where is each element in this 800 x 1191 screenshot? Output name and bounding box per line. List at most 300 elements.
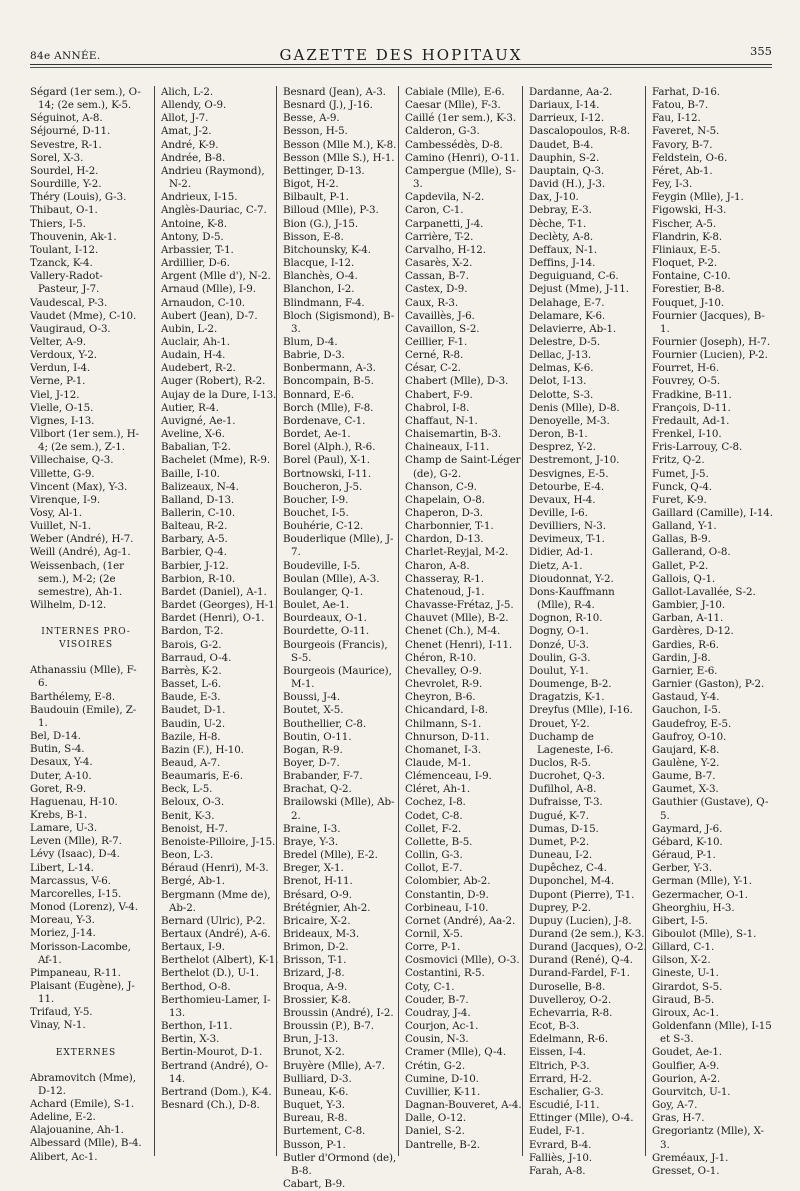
index-entry: Cousin, N-3. bbox=[405, 1033, 469, 1046]
index-entry: Baudouin (Emile), Z-1. bbox=[30, 703, 137, 729]
index-entry: Bouthellier, C-8. bbox=[283, 717, 367, 730]
index-entry: Bortnowski, I-11. bbox=[283, 467, 372, 480]
index-entry: Bulliard, D-3. bbox=[283, 1072, 352, 1085]
index-entry: Garnier (Gaston), P-2. bbox=[652, 678, 765, 691]
index-entry: Corbineau, I-10. bbox=[405, 901, 489, 914]
index-entry: Cuvillier, K-11. bbox=[405, 1085, 481, 1098]
index-entry: Bruyère (Mlle), A-7. bbox=[283, 1059, 385, 1072]
index-entry: Billoud (Mlle), P-3. bbox=[283, 204, 379, 217]
index-entry: Gaudefroy, E-5. bbox=[652, 717, 732, 730]
index-entry: Besnard (Jean), A-3. bbox=[283, 86, 386, 98]
index-entry: Borel (Paul), X-1. bbox=[283, 454, 370, 467]
index-entry: Fischer, A-5. bbox=[652, 217, 716, 230]
index-entry: Bertaux, I-9. bbox=[161, 941, 225, 954]
index-entry: Libert, L-14. bbox=[30, 861, 94, 874]
index-entry: Detourbe, E-4. bbox=[529, 480, 605, 493]
index-entry: Dugué, K-7. bbox=[529, 809, 589, 822]
index-entry: Bisson, E-8. bbox=[283, 230, 344, 243]
index-entry: Gallas, B-9. bbox=[652, 533, 711, 546]
index-entry: Carvalho, H-12. bbox=[405, 243, 486, 256]
entry-list-externes bbox=[30, 1072, 142, 1164]
index-entry: André, K-9. bbox=[161, 138, 219, 151]
index-entry: Vaudescal, P-3. bbox=[30, 296, 108, 309]
index-entry: Alich, L-2. bbox=[161, 86, 214, 98]
index-entry: Arbassier, T-1. bbox=[161, 243, 234, 256]
index-entry: Cornil, X-5. bbox=[405, 928, 463, 940]
index-entry: Besson (Mlle S.), H-1. bbox=[283, 151, 395, 164]
index-entry: Delavierre, Ab-1. bbox=[529, 322, 617, 335]
index-entry: Butin, S-4. bbox=[30, 743, 85, 756]
index-entry: Ballerin, C-10. bbox=[161, 507, 236, 519]
index-entry: Cheyron, B-6. bbox=[405, 691, 476, 704]
index-entry: Delotte, S-3. bbox=[529, 388, 594, 401]
index-entry: Alajouanine, Ah-1. bbox=[30, 1124, 124, 1137]
index-entry: Berthon, I-11. bbox=[161, 1020, 233, 1033]
index-entry: Bion (G.), J-15. bbox=[283, 217, 359, 230]
index-entry: Doulut, Y-1. bbox=[529, 664, 589, 677]
index-entry: Vaugiraud, O-3. bbox=[30, 322, 111, 335]
index-entry: Viel, J-12. bbox=[30, 388, 80, 401]
index-entry: Durand (René), Q-4. bbox=[529, 954, 633, 967]
index-entry: Barois, G-2. bbox=[161, 638, 222, 651]
index-entry: Besse, A-9. bbox=[283, 112, 340, 125]
index-entry: Blum, D-4. bbox=[283, 335, 338, 348]
index-entry: Bordenave, C-1. bbox=[283, 414, 366, 427]
index-entry: Doumenge, B-2. bbox=[529, 678, 612, 691]
index-entry: Chnurson, D-11. bbox=[405, 730, 490, 743]
index-entry: Fournier (Joseph), H-7. bbox=[652, 335, 771, 348]
index-entry: Castex, D-9. bbox=[405, 283, 468, 296]
index-entry: Beaumaris, E-6. bbox=[161, 770, 243, 783]
index-entry: Baudet, D-1. bbox=[161, 704, 226, 717]
index-entry: Gerber, Y-3. bbox=[652, 862, 713, 875]
index-entry: Feygin (Mlle), J-1. bbox=[652, 191, 744, 204]
index-entry: Bachelet (Mme), R-9. bbox=[161, 454, 271, 467]
index-entry: Cavaillon, S-2. bbox=[405, 322, 480, 335]
index-entry: Debray, E-3. bbox=[529, 204, 592, 217]
index-entry: Chabrol, I-8. bbox=[405, 401, 470, 414]
index-entry: Fredault, Ad-1. bbox=[652, 414, 730, 427]
index-entry: Cléret, Ah-1. bbox=[405, 783, 471, 796]
column-3 bbox=[276, 86, 400, 1190]
index-entry: Gregoriantz (Mlle), X-3. bbox=[652, 1125, 764, 1151]
index-entry: Marcassus, V-6. bbox=[30, 874, 111, 887]
index-entry: Boucheron, J-5. bbox=[283, 480, 363, 493]
index-entry: Gezermacher, O-1. bbox=[652, 888, 748, 901]
index-entry: Chauvet (Mlle), B-2. bbox=[405, 612, 509, 625]
index-entry: Brizard, J-8. bbox=[283, 967, 345, 980]
index-entry: Delahage, E-7. bbox=[529, 296, 605, 309]
index-entry: Chevalley, O-9. bbox=[405, 664, 482, 677]
index-entry: Blanchon, I-2. bbox=[283, 283, 355, 296]
index-entry: Vaudet (Mme), C-10. bbox=[30, 309, 137, 322]
index-entry: Bardet (Georges), H-1. bbox=[161, 599, 278, 612]
index-entry: Chaineaux, I-11. bbox=[405, 441, 490, 454]
index-entry: Verne, P-1. bbox=[30, 375, 86, 388]
index-entry: Féret, Ab-1. bbox=[652, 164, 713, 177]
index-entry: Bordet, Ae-1. bbox=[283, 428, 351, 441]
index-entry: Evrard, B-4. bbox=[529, 1138, 592, 1151]
index-entry: Fris-Larrouy, C-8. bbox=[652, 441, 743, 454]
index-entry: Brun, J-13. bbox=[283, 1033, 339, 1046]
index-entry: Daudet, B-4. bbox=[529, 138, 594, 151]
index-entry: Ecot, B-3. bbox=[529, 1020, 580, 1033]
index-entry: Bazile, H-8. bbox=[161, 730, 221, 743]
index-entry: Séguinot, A-8. bbox=[30, 112, 103, 125]
index-entry: Bergmann (Mme de), Ab-2. bbox=[161, 888, 271, 914]
index-entry: Morisson-Lacombe, Af-1. bbox=[30, 940, 131, 966]
index-entry: Besnard (J.), J-16. bbox=[283, 99, 373, 112]
index-entry: Duvelleroy, O-2. bbox=[529, 993, 612, 1006]
index-entry: Besson (Mlle M.), K-8. bbox=[283, 138, 397, 151]
index-entry: Duprey, P-2. bbox=[529, 901, 591, 914]
index-entry: Dalle, O-12. bbox=[405, 1112, 467, 1125]
index-entry: Barbier, Q-4. bbox=[161, 546, 227, 559]
page-header bbox=[30, 38, 772, 65]
index-entry: Aubert (Jean), D-7. bbox=[161, 309, 258, 322]
index-entry: Desprez, Y-2. bbox=[529, 441, 596, 454]
index-entry: Boulet, Ae-1. bbox=[283, 599, 350, 612]
index-entry: Berthod, O-8. bbox=[161, 980, 231, 993]
index-entry: Gaulène, Y-2. bbox=[652, 756, 720, 769]
index-entry: Anglès-Dauriac, C-7. bbox=[161, 204, 267, 217]
index-entry: Gallois, Q-1. bbox=[652, 572, 716, 585]
index-entry: Deville, I-6. bbox=[529, 507, 588, 519]
index-entry: Dascalopoulos, R-8. bbox=[529, 125, 630, 138]
index-entry: Bloch (Sigismond), B-3. bbox=[283, 309, 395, 335]
index-entry: Greméaux, J-1. bbox=[652, 1151, 729, 1164]
index-entry: Gaume, B-7. bbox=[652, 770, 716, 783]
index-entry: Eissen, I-4. bbox=[529, 1046, 586, 1059]
index-entry: Aubin, L-2. bbox=[161, 322, 218, 335]
index-entry: Dioudonnat, Y-2. bbox=[529, 572, 614, 585]
index-entry: Vallery-Radot-Pasteur, J-7. bbox=[30, 270, 103, 296]
index-entry: Colombier, Ab-2. bbox=[405, 875, 491, 888]
index-entry: Villechaise, Q-3. bbox=[30, 454, 114, 467]
index-entry: Floquet, P-2. bbox=[652, 257, 718, 270]
index-entry: Fumet, J-5. bbox=[652, 467, 709, 480]
index-entry: Goudet, Ae-1. bbox=[652, 1046, 722, 1059]
index-entry: Denis (Mlle), D-8. bbox=[529, 401, 620, 414]
index-entry: Fournier (Jacques), B-1. bbox=[652, 309, 765, 335]
index-entry: Dragatzis, K-1. bbox=[529, 691, 605, 704]
index-entry: Bertaux (André), A-6. bbox=[161, 928, 271, 940]
index-entry: Bredel (Mlle), E-2. bbox=[283, 849, 378, 862]
index-entry: Giraud, B-5. bbox=[652, 993, 715, 1006]
column-4 bbox=[398, 86, 525, 1156]
index-entry: Dognon, R-10. bbox=[529, 612, 603, 625]
index-entry: Escudié, I-11. bbox=[529, 1099, 600, 1112]
section-title-externes: EXTERNES bbox=[55, 1047, 117, 1058]
index-entry: Chatenoud, J-1. bbox=[405, 585, 485, 598]
index-entry: Thibaut, O-1. bbox=[30, 204, 98, 217]
index-entry: Thiers, I-5. bbox=[30, 217, 86, 230]
index-entry: Gourvitch, U-1. bbox=[652, 1085, 731, 1098]
index-entry: Boudeville, I-5. bbox=[283, 559, 361, 572]
index-entry: Cambessédès, D-8. bbox=[405, 138, 503, 151]
index-entry: Bricaire, X-2. bbox=[283, 914, 351, 927]
index-entry: Aveline, X-6. bbox=[161, 428, 225, 441]
index-entry: Blacque, I-12. bbox=[283, 257, 355, 270]
index-entry: Claude, M-1. bbox=[405, 756, 471, 769]
year-label: 84e ANNÉE. bbox=[30, 50, 101, 62]
index-entry: Bardet (Daniel), A-1. bbox=[161, 585, 267, 598]
entry-list-internes bbox=[30, 86, 142, 612]
index-entry: Bardon, T-2. bbox=[161, 625, 224, 638]
index-entry: Bertin-Mourot, D-1. bbox=[161, 1046, 263, 1059]
index-entry: Toulant, I-12. bbox=[30, 243, 99, 256]
index-entry: Casarès, X-2. bbox=[405, 257, 473, 270]
index-entry: Collot, E-7. bbox=[405, 862, 463, 875]
index-entry: Tzanck, K-4. bbox=[30, 257, 93, 270]
index-entry: Weissenbach, (1er sem.), M-2; (2e semestre), Ah-1. bbox=[30, 559, 124, 598]
index-entry: Bouderlique (Mlle), J-7. bbox=[283, 533, 394, 559]
index-entry: Charon, A-8. bbox=[405, 559, 470, 572]
index-entry: Bel, D-14. bbox=[30, 730, 81, 743]
index-entry: Goulfier, A-9. bbox=[652, 1059, 720, 1072]
index-entry: Delot, I-13. bbox=[529, 375, 587, 388]
index-entry: Arnaud (Mlle), I-9. bbox=[161, 283, 256, 296]
index-entry: Fourret, H-6. bbox=[652, 362, 720, 375]
index-entry: Calderon, G-3. bbox=[405, 125, 480, 138]
index-entry: Fliniaux, E-5. bbox=[652, 243, 721, 256]
index-entry: Fritz, Q-2. bbox=[652, 454, 705, 467]
index-entry: Chanson, C-9. bbox=[405, 480, 477, 493]
index-entry: Bonnard, E-6. bbox=[283, 388, 354, 401]
index-entry: Deffaux, N-1. bbox=[529, 243, 598, 256]
index-entry: Durand (Jacques), O-2. bbox=[529, 941, 647, 954]
index-entry: Durand-Fardel, F-1. bbox=[529, 967, 630, 980]
index-entry: Dumet, P-2. bbox=[529, 835, 589, 848]
index-entry: Codet, C-8. bbox=[405, 809, 463, 822]
index-entry: Sevestre, R-1. bbox=[30, 138, 102, 151]
index-entry: Dantrelle, B-2. bbox=[405, 1138, 480, 1151]
index-entry: Chicandard, I-8. bbox=[405, 704, 488, 717]
index-entry: Dupont (Pierre), T-1. bbox=[529, 888, 635, 901]
index-entry: Séjourné, D-11. bbox=[30, 125, 111, 138]
index-entry: Barraud, O-4. bbox=[161, 651, 232, 664]
index-entry: Drouet, Y-2. bbox=[529, 717, 590, 730]
column-5 bbox=[522, 86, 648, 1177]
index-entry: Carpanetti, J-4. bbox=[405, 217, 484, 230]
index-entry: Bilbault, P-1. bbox=[283, 191, 349, 204]
index-entry: Fey, I-3. bbox=[652, 178, 693, 191]
index-entry: Achard (Emile), S-1. bbox=[30, 1097, 135, 1110]
index-entry: Flandrin, K-8. bbox=[652, 230, 723, 243]
index-entry: César, C-2. bbox=[405, 362, 461, 375]
index-entry: Bigot, H-2. bbox=[283, 178, 339, 191]
index-entry: Borel (Alph.), R-6. bbox=[283, 441, 376, 454]
index-entry: Costantini, R-5. bbox=[405, 967, 485, 980]
index-entry: Benit, K-3. bbox=[161, 809, 215, 822]
index-entry: Dauphin, S-2. bbox=[529, 151, 600, 164]
index-entry: Chevrolet, R-9. bbox=[405, 678, 483, 691]
index-entry: Chéron, R-10. bbox=[405, 651, 477, 664]
index-entry: Blindmann, F-4. bbox=[283, 296, 365, 309]
index-entry: Gallet, P-2. bbox=[652, 559, 709, 572]
index-entry: Alibert, Ac-1. bbox=[30, 1150, 98, 1163]
index-entry: Moreau, Y-3. bbox=[30, 914, 95, 927]
index-entry: Sourdille, Y-2. bbox=[30, 178, 102, 191]
index-entry: Gambier, J-10. bbox=[652, 599, 726, 612]
index-entry: Allot, J-7. bbox=[161, 112, 209, 125]
index-entry: Vielle, O-15. bbox=[30, 401, 94, 414]
index-entry: Boulanger, Q-1. bbox=[283, 585, 364, 598]
index-entry: Marcorelles, I-15. bbox=[30, 887, 122, 900]
index-entry: Gardies, R-6. bbox=[652, 638, 719, 651]
index-entry: Girardot, S-5. bbox=[652, 980, 723, 993]
index-entry: Durand (2e sem.), K-3. bbox=[529, 928, 645, 940]
index-entry: Gauchon, I-5. bbox=[652, 704, 721, 717]
index-entry: Gheorghiu, H-3. bbox=[652, 901, 735, 914]
index-entry: Crétin, G-2. bbox=[405, 1059, 466, 1072]
index-entry: Béraud (Henri), M-3. bbox=[161, 862, 269, 875]
index-entry: Boncompain, B-5. bbox=[283, 375, 374, 388]
index-entry: Figowski, H-3. bbox=[652, 204, 727, 217]
index-entry: Caesar (Mlle), F-3. bbox=[405, 99, 501, 112]
index-entry: Giboulot (Mlle), S-1. bbox=[652, 928, 757, 940]
index-entry: Bitchounsky, K-4. bbox=[283, 243, 371, 256]
index-entry: Verdoux, Y-2. bbox=[30, 349, 97, 362]
index-entry: Farah, A-8. bbox=[529, 1164, 586, 1177]
index-entry: Caron, C-1. bbox=[405, 204, 464, 217]
index-entry: Aujay de la Dure, I-13. bbox=[161, 388, 277, 401]
index-entry: Dogny, O-1. bbox=[529, 625, 589, 638]
index-entry: Fouvrey, O-5. bbox=[652, 375, 721, 388]
index-entry: Feldstein, O-6. bbox=[652, 151, 728, 164]
index-entry: Benoiste-Pilloire, J-15. bbox=[161, 835, 276, 848]
index-entry: Devaux, H-4. bbox=[529, 493, 596, 506]
index-entry: Broqua, A-9. bbox=[283, 980, 348, 993]
index-entry: Argent (Mlle d'), N-2. bbox=[161, 270, 271, 283]
index-entry: Dufilhol, A-8. bbox=[529, 783, 597, 796]
index-entry: Autier, R-4. bbox=[161, 401, 219, 414]
index-entry: Vincent (Max), Y-3. bbox=[30, 480, 128, 493]
index-entry: Beck, L-5. bbox=[161, 783, 213, 796]
index-entry: Basset, L-6. bbox=[161, 678, 221, 691]
index-entry: Dupuy (Lucien), J-8. bbox=[529, 914, 632, 927]
index-entry: Dardanne, Aa-2. bbox=[529, 86, 613, 98]
index-entry: Dumas, D-15. bbox=[529, 822, 599, 835]
index-entry: Dax, J-10. bbox=[529, 191, 579, 204]
index-entry: Adeline, E-2. bbox=[30, 1111, 96, 1124]
index-entry: Goy, A-7. bbox=[652, 1099, 698, 1112]
index-entry: Gilson, X-2. bbox=[652, 954, 711, 967]
index-entry: Favory, B-7. bbox=[652, 138, 713, 151]
index-entry: Krebs, B-1. bbox=[30, 808, 88, 821]
index-entry: Trifaud, Y-5. bbox=[30, 1006, 93, 1019]
index-entry: Champ de Saint-Léger (de), G-2. bbox=[405, 454, 521, 480]
index-entry: Duneau, I-2. bbox=[529, 849, 593, 862]
index-entry: Antony, D-5. bbox=[161, 230, 224, 243]
index-entry: Brabander, F-7. bbox=[283, 770, 363, 783]
index-entry: Brenot, H-11. bbox=[283, 875, 353, 888]
index-entry: Delmas, K-6. bbox=[529, 362, 594, 375]
index-entry: Ceillier, F-1. bbox=[405, 335, 468, 348]
index-entry: Devilliers, N-3. bbox=[529, 520, 606, 533]
index-entry: Deffins, J-14. bbox=[529, 257, 596, 270]
index-entry: Chardon, D-13. bbox=[405, 533, 484, 546]
index-entry: Chasseray, R-1. bbox=[405, 572, 484, 585]
index-entry: Bourgeois (Maurice), M-1. bbox=[283, 664, 392, 691]
index-entry: Chapelain, O-8. bbox=[405, 493, 485, 506]
index-entry: Gibert, I-5. bbox=[652, 914, 708, 927]
index-entry: Audain, H-4. bbox=[161, 349, 226, 362]
index-entry: Allendy, O-9. bbox=[161, 99, 227, 112]
index-entry: Besson, H-5. bbox=[283, 125, 348, 138]
index-entry: Braye, Y-3. bbox=[283, 835, 338, 848]
index-entry: Beaud, A-7. bbox=[161, 756, 221, 769]
index-entry: Gaufroy, O-10. bbox=[652, 730, 727, 743]
index-entry: Bertrand (André), O-14. bbox=[161, 1059, 268, 1085]
index-entry: Bernard (Ulric), P-2. bbox=[161, 914, 266, 927]
column-2 bbox=[154, 86, 279, 1156]
index-entry: Weber (André), H-7. bbox=[30, 533, 134, 546]
index-entry: Falliès, J-10. bbox=[529, 1151, 592, 1164]
index-entry: Dariaux, I-14. bbox=[529, 99, 600, 112]
index-entry: Babrie, D-3. bbox=[283, 349, 345, 362]
index-entry: Vosy, Al-1. bbox=[30, 507, 82, 519]
index-entry: Broussin (P.), B-7. bbox=[283, 1020, 374, 1033]
index-entry: Bertrand (Dom.), K-4. bbox=[161, 1085, 272, 1098]
index-entry: Brossier, K-8. bbox=[283, 993, 351, 1006]
index-entry: Géraud, P-1. bbox=[652, 849, 716, 862]
index-entry: German (Mlle), Y-1. bbox=[652, 875, 752, 888]
index-entry: Gallot-Lavallée, S-2. bbox=[652, 585, 756, 598]
index-entry: Collette, B-5. bbox=[405, 835, 473, 848]
index-entry: Brailowski (Mlle), Ab-2. bbox=[283, 796, 395, 822]
index-entry: Plaisant (Eugène), J-11. bbox=[30, 980, 135, 1006]
index-entry: Dèche, T-1. bbox=[529, 217, 587, 230]
index-entry: Monod (Lorenz), V-4. bbox=[30, 901, 138, 914]
index-entry: Théry (Louis), G-3. bbox=[30, 191, 127, 204]
index-entry: Boyer, D-7. bbox=[283, 756, 340, 769]
index-entry: Balizeaux, N-4. bbox=[161, 480, 239, 493]
index-entry: Boussi, J-4. bbox=[283, 691, 341, 704]
index-entry: Buquet, Y-3. bbox=[283, 1099, 345, 1112]
index-entry: Besnard (Ch.), D-8. bbox=[161, 1099, 260, 1112]
index-entry: Coudray, J-4. bbox=[405, 1006, 471, 1019]
index-entry: Goret, R-9. bbox=[30, 782, 87, 795]
index-entry: Dons-Kauffmann (Mlle), R-4. bbox=[529, 585, 615, 612]
index-entry: Andrée, B-8. bbox=[161, 151, 226, 164]
index-entry: Funck, Q-4. bbox=[652, 480, 712, 493]
index-entry: Verdun, I-4. bbox=[30, 362, 91, 375]
index-entry: Auclair, Ah-1. bbox=[161, 335, 230, 348]
index-entry: Burtement, C-8. bbox=[283, 1125, 366, 1138]
index-entry: Virenque, I-9. bbox=[30, 493, 101, 506]
index-entry: Dagnan-Bouveret, A-4. bbox=[405, 1099, 522, 1112]
index-entry: Lamare, U-3. bbox=[30, 822, 98, 835]
journal-title: GAZETTE DES HOPITAUX bbox=[279, 46, 523, 64]
index-entry: Charlet-Reyjal, M-2. bbox=[405, 546, 509, 559]
index-entry: Dupêchez, C-4. bbox=[529, 862, 607, 875]
column-1 bbox=[30, 86, 142, 1163]
index-entry: Frenkel, I-10. bbox=[652, 428, 722, 441]
index-entry: Athanassiu (Mlle), F-6. bbox=[30, 664, 137, 690]
index-entry: Fouquet, J-10. bbox=[652, 296, 724, 309]
index-entry: Bourdeaux, O-1. bbox=[283, 612, 367, 625]
index-entry: Breger, X-1. bbox=[283, 862, 344, 875]
index-entry: Bureau, R-8. bbox=[283, 1112, 348, 1125]
index-entry: Weill (André), Ag-1. bbox=[30, 546, 131, 559]
index-entry: Brideaux, M-3. bbox=[283, 928, 360, 940]
index-entry: Moriez, J-14. bbox=[30, 927, 96, 940]
index-entry: Denoyelle, M-3. bbox=[529, 414, 610, 427]
index-entry: Eschalier, G-3. bbox=[529, 1085, 604, 1098]
index-entry: Cornet (André), Aa-2. bbox=[405, 914, 516, 927]
index-entry: Chaisemartin, B-3. bbox=[405, 428, 502, 441]
